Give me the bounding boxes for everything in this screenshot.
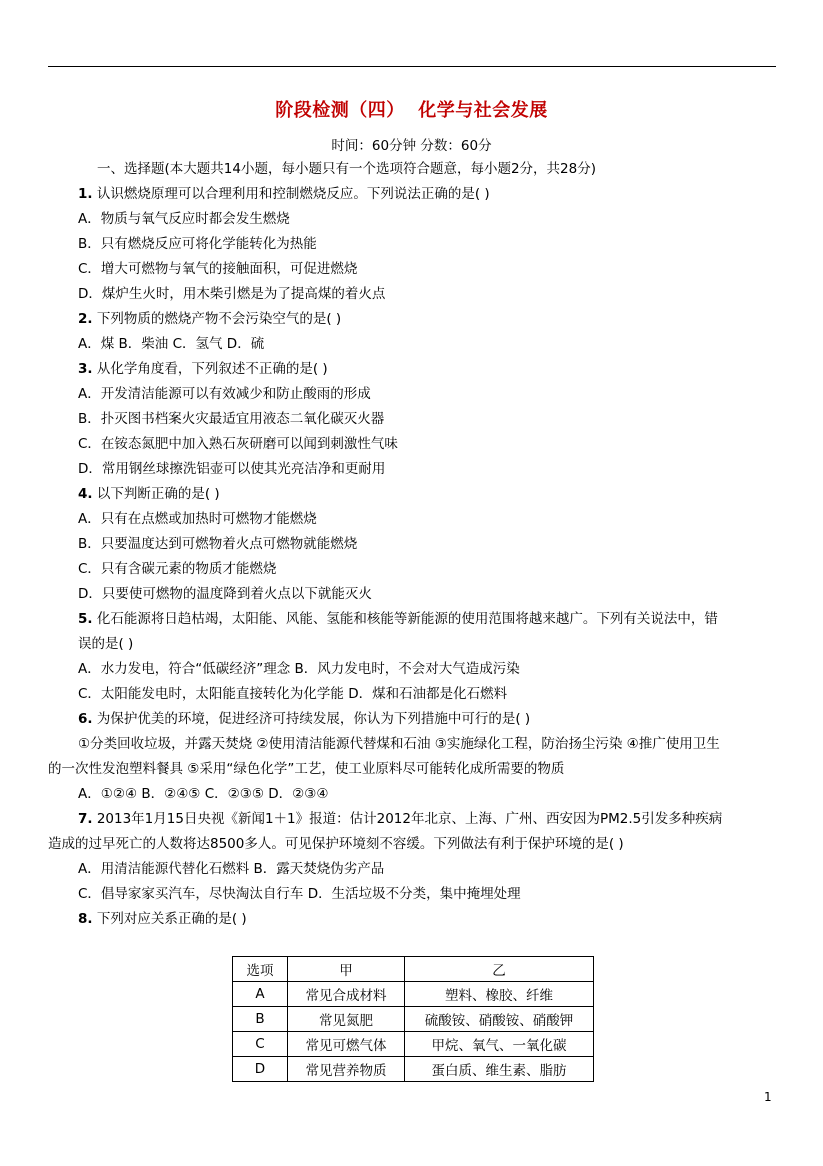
option-d: D．常用钢丝球擦洗铝壶可以使其光亮洁净和更耐用 [78,461,386,477]
question-number: 5. [78,611,93,627]
question-text: 认识燃烧原理可以合理利用和控制燃烧反应。下列说法正确的是( ) [96,186,490,202]
question-3 [78,360,328,378]
question-8 [78,910,247,928]
table-row [233,1007,594,1032]
table-row [233,1032,594,1057]
question-number: 3. [78,361,93,377]
table-header: 乙 [405,957,594,982]
question-number: 4. [78,486,93,502]
question-text: 从化学角度看，下列叙述不正确的是( ) [96,361,328,377]
table-row [233,1057,594,1082]
table-header-row [233,957,594,982]
question-number: 7. [78,811,93,827]
options-ab: A．水力发电，符合“低碳经济”理念 B．风力发电时，不会对大气造成污染 [78,661,520,677]
statement-list-cont: 的一次性发泡塑料餐具 ⑤采用“绿色化学”工艺，使工业原料尽可能转化成所需要的物质 [48,761,565,777]
question-number: 1. [78,186,93,202]
header-rule [48,66,776,67]
question-text-cont: 造成的过早死亡的人数将达8500多人。可见保护环境刻不容缓。下列做法有利于保护环境的是( ) [48,836,624,852]
exam-meta: 时间：60分钟 分数：60分 [331,138,492,154]
question-text-cont: 误的是( ) [78,636,134,652]
question-6 [78,710,530,728]
table-header: 甲 [288,957,405,982]
options-line: A．①②④ B．②④⑤ C．②③⑤ D．②③④ [78,786,329,802]
options-cd: C．太阳能发电时，太阳能直接转化为化学能 D．煤和石油都是化石燃料 [78,686,508,702]
question-number: 2. [78,311,93,327]
option-a: A．物质与氧气反应时都会发生燃烧 [78,211,290,227]
option-c: C．只有含碳元素的物质才能燃烧 [78,561,277,577]
table-cell: 常见氮肥 [288,1007,405,1032]
question-4 [78,485,220,503]
option-a: A．只有在点燃或加热时可燃物才能燃烧 [78,511,317,527]
answer-table [232,956,594,1082]
option-b: B．扑灭图书档案火灾最适宜用液态二氧化碳灭火器 [78,411,385,427]
option-b: B．只有燃烧反应可将化学能转化为热能 [78,236,317,252]
question-text: 以下判断正确的是( ) [96,486,220,502]
question-number: 6. [78,711,93,727]
table-cell: 硫酸铵、硝酸铵、硝酸钾 [405,1007,594,1032]
table-cell: B [233,1007,288,1032]
question-text: 下列物质的燃烧产物不会污染空气的是( ) [96,311,342,327]
table-cell: 常见合成材料 [288,982,405,1007]
options-ab: A．用清洁能源代替化石燃料 B．露天焚烧伪劣产品 [78,861,385,877]
option-c: C．增大可燃物与氧气的接触面积，可促进燃烧 [78,261,358,277]
page-number: 1 [764,1090,772,1104]
question-5 [78,610,718,628]
statement-list: ①分类回收垃圾，并露天焚烧 ②使用清洁能源代替煤和石油 ③实施绿化工程，防治扬尘污染 ④推广使用卫生 [78,736,720,752]
question-text: 化石能源将日趋枯竭，太阳能、风能、氢能和核能等新能源的使用范围将越来越广。下列有关说法中，错 [96,611,718,627]
question-2 [78,310,341,328]
table-cell: 塑料、橡胶、纤维 [405,982,594,1007]
table-cell: D [233,1057,288,1082]
question-number: 8. [78,911,93,927]
table-cell: A [233,982,288,1007]
question-text: 下列对应关系正确的是( ) [96,911,247,927]
question-1 [78,185,490,203]
table-header: 选项 [233,957,288,982]
table-cell: 蛋白质、维生素、脂肪 [405,1057,594,1082]
page-title: 阶段检测（四） 化学与社会发展 [275,100,548,121]
table-row [233,982,594,1007]
option-b: B．只要温度达到可燃物着火点可燃物就能燃烧 [78,536,358,552]
table-cell: 常见营养物质 [288,1057,405,1082]
question-7 [78,810,722,828]
table-cell: 常见可燃气体 [288,1032,405,1057]
table-cell: C [233,1032,288,1057]
option-a: A．开发清洁能源可以有效减少和防止酸雨的形成 [78,386,371,402]
table-cell: 甲烷、氧气、一氧化碳 [405,1032,594,1057]
option-d: D．煤炉生火时，用木柴引燃是为了提高煤的着火点 [78,286,386,302]
option-c: C．在铵态氮肥中加入熟石灰研磨可以闻到刺激性气味 [78,436,398,452]
options-line: A．煤 B．柴油 C．氢气 D．硫 [78,336,265,352]
question-text: 2013年1月15日央视《新闻1＋1》报道：估计2012年北京、上海、广州、西安因为PM2.5引发多种疾病 [96,811,723,827]
section-heading: 一、选择题(本大题共14小题，每小题只有一个选项符合题意，每小题2分，共28分) [97,161,596,177]
option-d: D．只要使可燃物的温度降到着火点以下就能灭火 [78,586,372,602]
question-text: 为保护优美的环境，促进经济可持续发展，你认为下列措施中可行的是( ) [96,711,531,727]
options-cd: C．倡导家家买汽车，尽快淘汰自行车 D．生活垃圾不分类，集中掩埋处理 [78,886,521,902]
